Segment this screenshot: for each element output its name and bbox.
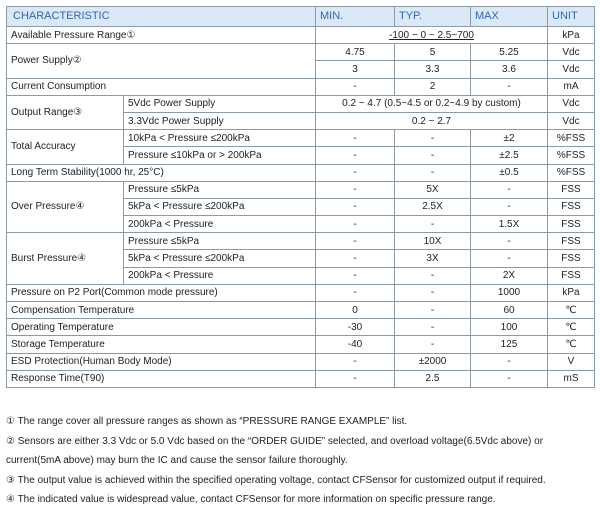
cell-max: 2X (471, 267, 548, 284)
cell-min: - (316, 233, 395, 250)
cell-condition: 5kPa < Pressure ≤200kPa (124, 198, 316, 215)
cell-min: - (316, 198, 395, 215)
table-row (7, 164, 595, 181)
cell-typ: 2.5 (395, 370, 471, 387)
cell-min: -40 (316, 336, 395, 353)
cell-min: - (316, 181, 395, 198)
cell-min: 4.75 (316, 44, 395, 61)
cell-typ: - (395, 164, 471, 181)
cell-max: - (471, 198, 548, 215)
row-unit: kPa (548, 27, 595, 44)
table-row (7, 181, 595, 198)
cell-min: 3 (316, 61, 395, 78)
row-label: Compensation Temperature (7, 302, 316, 319)
cell-max: - (471, 233, 548, 250)
table-row (7, 95, 595, 112)
table-row (7, 336, 595, 353)
table-row (7, 130, 595, 147)
cell-min: - (316, 370, 395, 387)
row-label: Output Range③ (7, 95, 124, 129)
cell-min: 0 (316, 302, 395, 319)
table-row (7, 302, 595, 319)
cell-max: - (471, 250, 548, 267)
row-label: Storage Temperature (7, 336, 316, 353)
header-min: MIN. (316, 7, 395, 27)
row-label: Response Time(T90) (7, 370, 316, 387)
row-label: Long Term Stability(1000 hr, 25°C) (7, 164, 316, 181)
row-label: Available Pressure Range① (7, 27, 316, 44)
cell-unit: Vdc (548, 112, 595, 129)
cell-unit: %FSS (548, 147, 595, 164)
cell-min: -30 (316, 319, 395, 336)
cell-max: 3.6 (471, 61, 548, 78)
cell-condition: 200kPa < Pressure (124, 216, 316, 233)
footnote-2: ② Sensors are either 3.3 Vdc or 5.0 Vdc based on the “ORDER GUIDE” selected, and overload voltage(6.5Vdc above) or current(5mA above) may burn the IC and cause the sensor failure thoroughly. (6, 435, 544, 466)
cell-unit: Vdc (548, 44, 595, 61)
cell-typ: - (395, 284, 471, 301)
cell-typ: 5X (395, 181, 471, 198)
cell-condition: 10kPa < Pressure ≤200kPa (124, 130, 316, 147)
cell-max: 125 (471, 336, 548, 353)
table-row (7, 370, 595, 387)
cell-typ: ±2000 (395, 353, 471, 370)
cell-unit: V (548, 353, 595, 370)
footnote-3: ③ The output value is achieved within the specified operating voltage, contact CFSensor for customized output if required. (6, 474, 546, 486)
row-label: Burst Pressure④ (7, 233, 124, 285)
table-row (7, 233, 595, 250)
cell-max: 100 (471, 319, 548, 336)
cell-unit: mS (548, 370, 595, 387)
row-label: Current Consumption (7, 78, 316, 95)
header-max: MAX (471, 7, 548, 27)
row-label: Operating Temperature (7, 319, 316, 336)
cell-max: ±2.5 (471, 147, 548, 164)
header-row (7, 7, 595, 27)
cell-typ: - (395, 216, 471, 233)
cell-max: 5.25 (471, 44, 548, 61)
cell-max: - (471, 181, 548, 198)
cell-unit: FSS (548, 181, 595, 198)
table-row (7, 44, 595, 61)
cell-min: - (316, 130, 395, 147)
cell-unit: FSS (548, 216, 595, 233)
table-row (7, 319, 595, 336)
cell-unit: %FSS (548, 130, 595, 147)
cell-condition: Pressure ≤10kPa or > 200kPa (124, 147, 316, 164)
row-value (316, 27, 548, 44)
table-row (7, 353, 595, 370)
cell-unit: FSS (548, 267, 595, 284)
row-label: Pressure on P2 Port(Common mode pressure) (7, 284, 316, 301)
cell-unit: ℃ (548, 302, 595, 319)
cell-min: - (316, 284, 395, 301)
cell-min: - (316, 216, 395, 233)
row-label: Over Pressure④ (7, 181, 124, 233)
cell-min: - (316, 78, 395, 95)
cell-min: - (316, 267, 395, 284)
cell-typ: - (395, 130, 471, 147)
footnote-1: ① The range cover all pressure ranges as shown as “PRESSURE RANGE EXAMPLE” list. (6, 416, 408, 427)
cell-min: - (316, 147, 395, 164)
cell-unit: FSS (548, 198, 595, 215)
cell-max: ±2 (471, 130, 548, 147)
header-characteristic: CHARACTERISTIC (7, 7, 316, 27)
header-typ: TYP. (395, 7, 471, 27)
cell-condition: 5kPa < Pressure ≤200kPa (124, 250, 316, 267)
cell-unit: %FSS (548, 164, 595, 181)
cell-value: 0.2 ~ 2.7 (316, 112, 548, 129)
row-label: Total Accuracy (7, 130, 124, 164)
cell-typ: - (395, 319, 471, 336)
cell-unit: kPa (548, 284, 595, 301)
cell-condition: 3.3Vdc Power Supply (124, 112, 316, 129)
cell-max: 60 (471, 302, 548, 319)
cell-max: - (471, 353, 548, 370)
cell-typ: 10X (395, 233, 471, 250)
pressure-range-value: -100 ~ 0 ~ 2.5~700 (389, 29, 474, 41)
cell-min: - (316, 164, 395, 181)
cell-min: - (316, 250, 395, 267)
footnotes (6, 412, 596, 510)
cell-max: 1.5X (471, 216, 548, 233)
cell-max: ±0.5 (471, 164, 548, 181)
row-label: ESD Protection(Human Body Mode) (7, 353, 316, 370)
cell-unit: mA (548, 78, 595, 95)
characteristics-table (6, 6, 595, 388)
cell-condition: 200kPa < Pressure (124, 267, 316, 284)
row-label: Power Supply② (7, 44, 316, 78)
footnote-4: ④ The indicated value is widespread value, contact CFSensor for more information on specific pressure range. (6, 494, 496, 505)
table-row (7, 284, 595, 301)
cell-typ: 2.5X (395, 198, 471, 215)
cell-typ: 3X (395, 250, 471, 267)
table-row (7, 27, 595, 44)
cell-condition: Pressure ≤5kPa (124, 181, 316, 198)
cell-typ: - (395, 147, 471, 164)
cell-unit: ℃ (548, 336, 595, 353)
cell-typ: - (395, 302, 471, 319)
cell-max: - (471, 78, 548, 95)
cell-unit: Vdc (548, 95, 595, 112)
cell-max: - (471, 370, 548, 387)
cell-typ: - (395, 336, 471, 353)
cell-unit: Vdc (548, 61, 595, 78)
cell-unit: FSS (548, 250, 595, 267)
cell-unit: ℃ (548, 319, 595, 336)
cell-max: 1000 (471, 284, 548, 301)
cell-typ: 3.3 (395, 61, 471, 78)
cell-typ: - (395, 267, 471, 284)
cell-value: 0.2 ~ 4.7 (0.5~4.5 or 0.2~4.9 by custom) (316, 95, 548, 112)
header-unit: UNIT (548, 7, 595, 27)
cell-typ: 2 (395, 78, 471, 95)
cell-unit: FSS (548, 233, 595, 250)
cell-min: - (316, 353, 395, 370)
table-row (7, 78, 595, 95)
cell-typ: 5 (395, 44, 471, 61)
cell-condition: Pressure ≤5kPa (124, 233, 316, 250)
cell-condition: 5Vdc Power Supply (124, 95, 316, 112)
